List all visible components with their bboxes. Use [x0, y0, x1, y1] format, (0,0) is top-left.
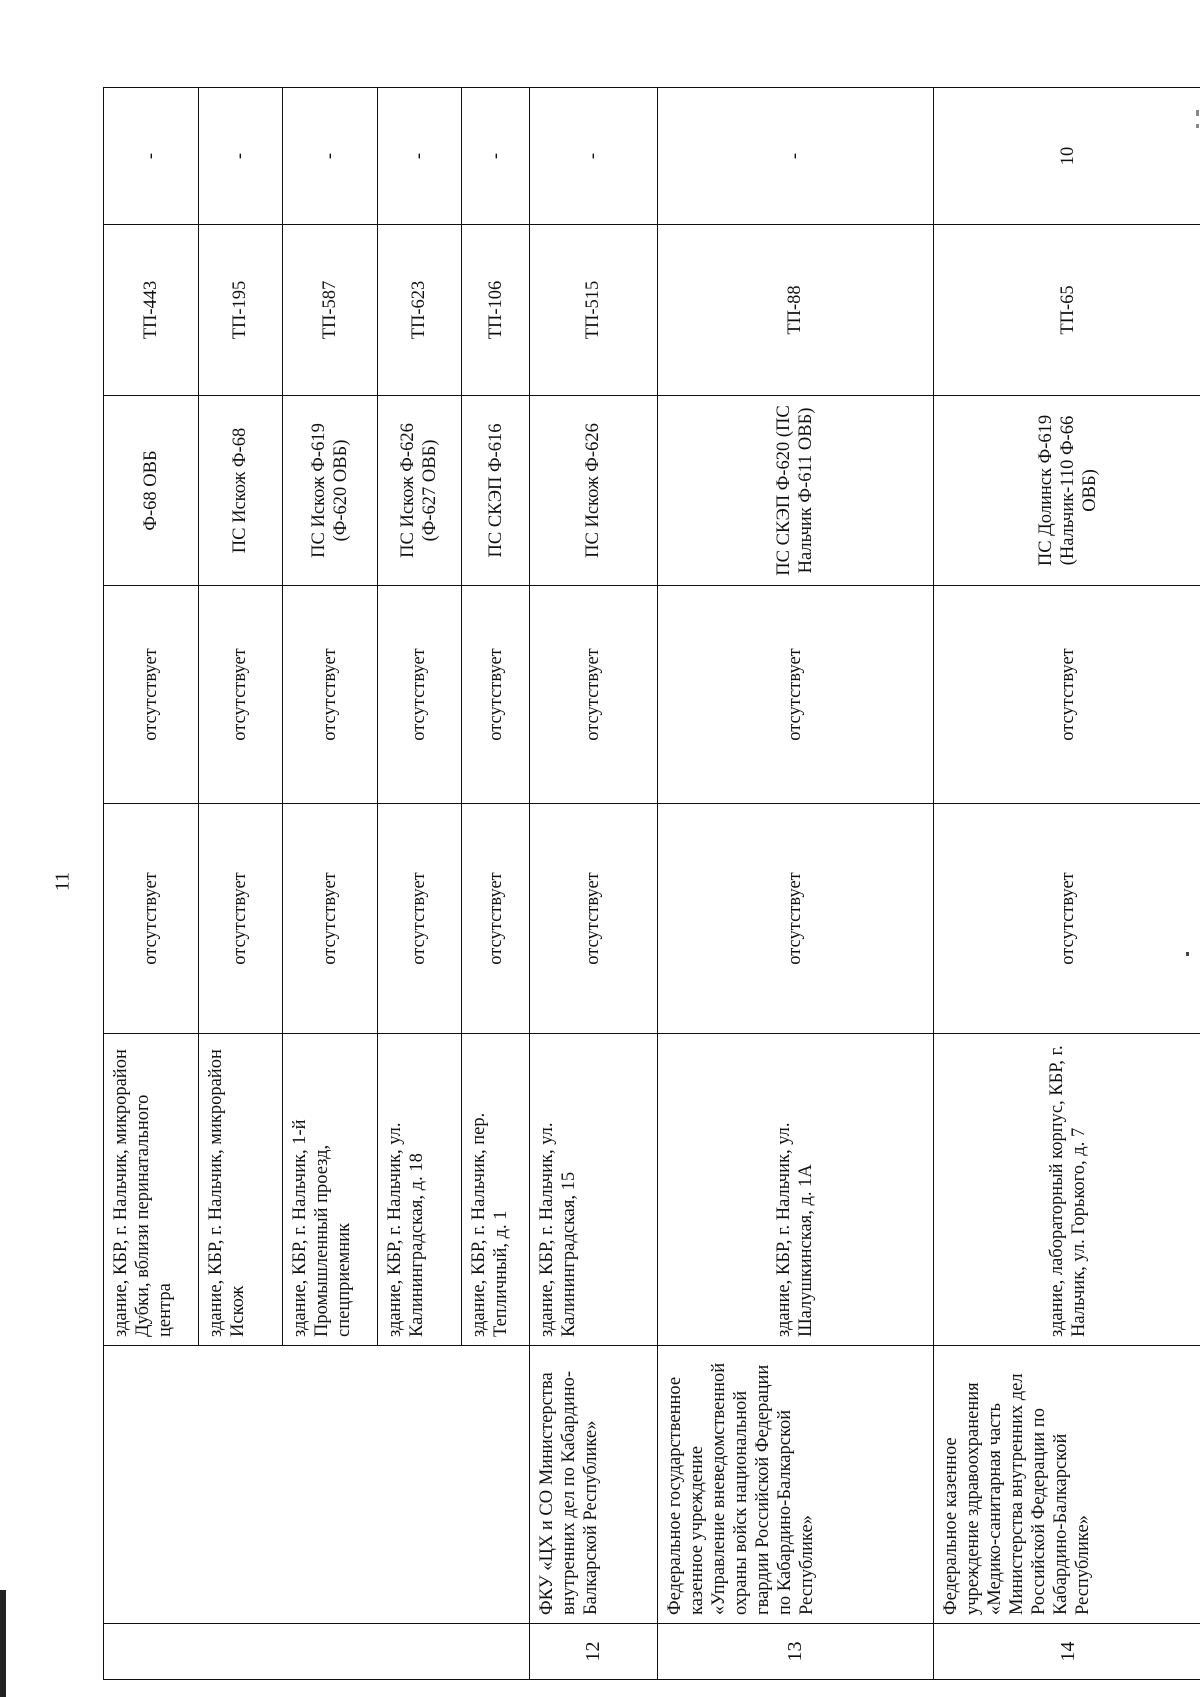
tp-cell: ТП-195: [198, 225, 282, 396]
status-cell: отсутствует: [933, 804, 1200, 1034]
status-cell: отсутствует: [461, 804, 529, 1034]
organization-cell: [104, 1346, 530, 1624]
row-number-cell: 14: [933, 1624, 1200, 1680]
address-cell: здание, КБР, г. Нальчик, микрорайон Искож: [198, 1034, 282, 1346]
row-number-cell: 12: [530, 1624, 657, 1680]
address-cell: здание, КБР, г. Нальчик, 1-й Промышленный проезд, спецприемник: [282, 1034, 377, 1346]
status-cell: отсутствует: [104, 586, 199, 804]
status-cell: отсутствует: [104, 804, 199, 1034]
table-row: [104, 88, 199, 1680]
feeder-cell: Ф-68 ОВБ: [104, 396, 199, 586]
value-cell: -: [198, 88, 282, 225]
tp-cell: ТП-515: [530, 225, 657, 396]
address-cell: здание, КБР, г. Нальчик, ул. Шалушкинская, д. 1А: [657, 1034, 933, 1346]
feeder-cell: ПС СКЭП Ф-616: [461, 396, 529, 586]
feeder-cell: ПС Искож Ф-619 (Ф-620 ОВБ): [282, 396, 377, 586]
value-cell: 10: [933, 88, 1200, 225]
organization-cell: Федеральное государственное казенное учреждение «Управление вневедомственной охраны войск национальной гвардии Российской Федерации по Кабардино-Балкарской Республике»: [657, 1346, 933, 1624]
feeder-cell: ПС Искож Ф-626: [530, 396, 657, 586]
status-cell: отсутствует: [530, 586, 657, 804]
row-number-cell: 13: [657, 1624, 933, 1680]
address-cell: здание, КБР, г. Нальчик, микрорайон Дубки, вблизи перинатального центра: [104, 1034, 199, 1346]
status-cell: отсутствует: [377, 586, 461, 804]
status-cell: отсутствует: [282, 804, 377, 1034]
address-cell: здание, КБР, г. Нальчик, ул. Калининградская, 15: [530, 1034, 657, 1346]
tp-cell: ТП-623: [377, 225, 461, 396]
page-number: 11: [51, 871, 74, 892]
address-cell: здание, КБР, г. Нальчик, ул. Калининградская, д. 18: [377, 1034, 461, 1346]
status-cell: отсутствует: [657, 804, 933, 1034]
value-cell: -: [282, 88, 377, 225]
scan-edge-mark: [0, 1590, 6, 1697]
value-cell: -: [461, 88, 529, 225]
value-cell: -: [530, 88, 657, 225]
status-cell: отсутствует: [461, 586, 529, 804]
status-cell: отсутствует: [377, 804, 461, 1034]
address-cell: здание, лабораторный корпус, КБР, г. Нальчик, ул. Горького, д. 7: [933, 1034, 1200, 1346]
value-cell: -: [104, 88, 199, 225]
address-cell: здание, КБР, г. Нальчик, пер. Тепличный, д. 1: [461, 1034, 529, 1346]
tp-cell: ТП-587: [282, 225, 377, 396]
value-cell: -: [657, 88, 933, 225]
data-table: [103, 87, 1200, 1680]
feeder-cell: ПС СКЭП Ф-620 (ПС Нальчик Ф-611 ОВБ): [657, 396, 933, 586]
row-number-cell: [104, 1624, 530, 1680]
tp-cell: ТП-65: [933, 225, 1200, 396]
status-cell: отсутствует: [198, 804, 282, 1034]
feeder-cell: ПС Искож Ф-626 (Ф-627 ОВБ): [377, 396, 461, 586]
rotated-table-wrapper: [103, 88, 1200, 1680]
table-row: [657, 88, 933, 1680]
status-cell: отсутствует: [282, 586, 377, 804]
tp-cell: ТП-443: [104, 225, 199, 396]
feeder-cell: ПС Искож Ф-68: [198, 396, 282, 586]
table-row: [530, 88, 657, 1680]
tp-cell: ТП-88: [657, 225, 933, 396]
status-cell: отсутствует: [198, 586, 282, 804]
organization-cell: ФКУ «ЦХ и СО Министерства внутренних дел по Кабардино-Балкарской Республике»: [530, 1346, 657, 1624]
organization-cell: Федеральное казенное учреждение здравоохранения «Медико-санитарная часть Министерства внутренних дел Российской Федерации по Кабардино-Балкарской Республике»: [933, 1346, 1200, 1624]
tp-cell: ТП-106: [461, 225, 529, 396]
table-row: [933, 88, 1200, 1680]
status-cell: отсутствует: [657, 586, 933, 804]
status-cell: отсутствует: [530, 804, 657, 1034]
feeder-cell: ПС Долинск Ф-619 (Нальчик-110 Ф-66 ОВБ): [933, 396, 1200, 586]
status-cell: отсутствует: [933, 586, 1200, 804]
value-cell: -: [377, 88, 461, 225]
